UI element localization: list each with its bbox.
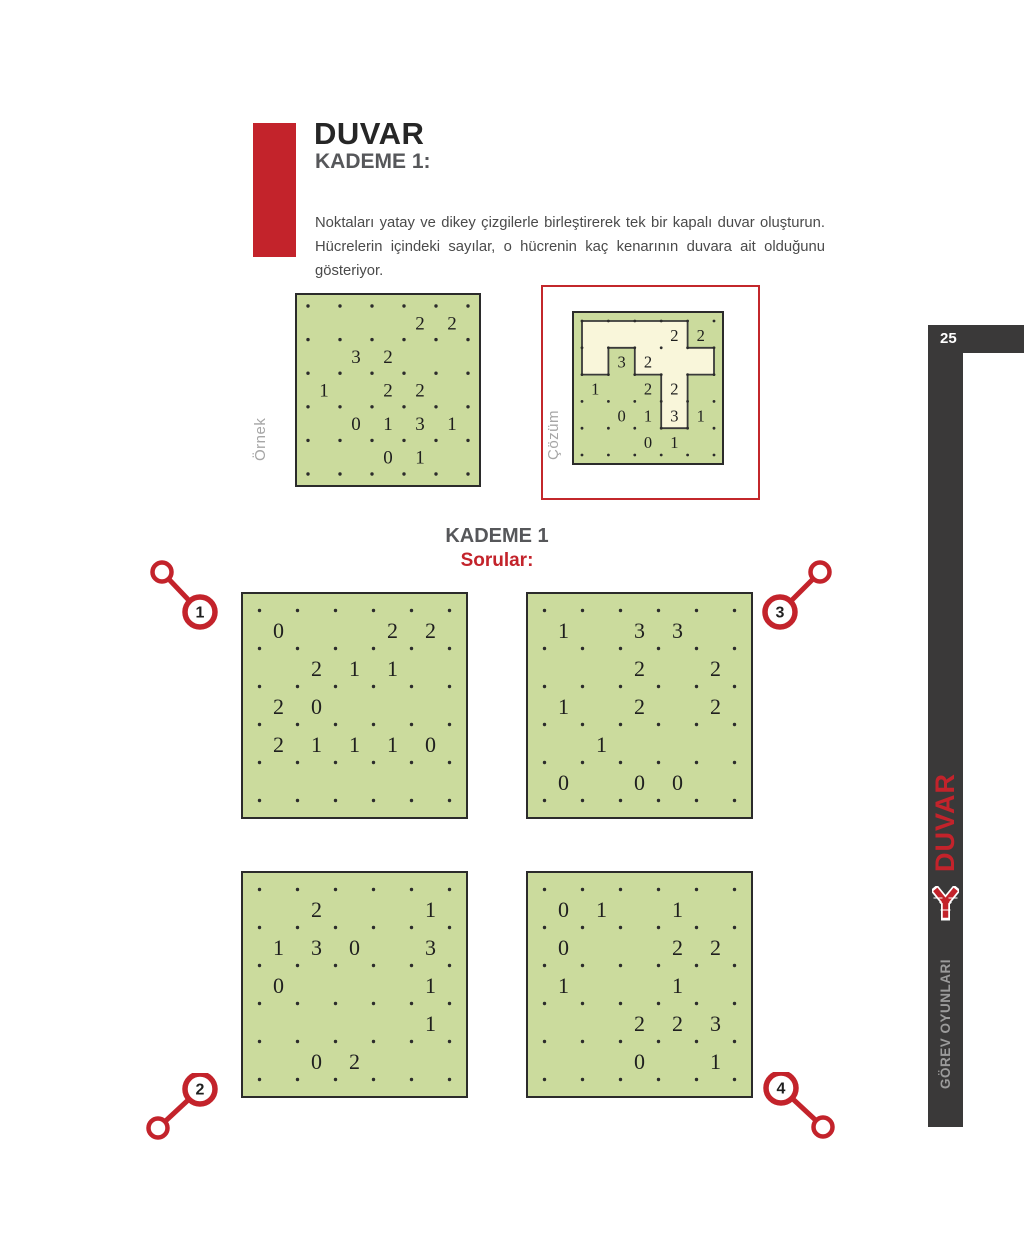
svg-text:0: 0	[558, 935, 569, 960]
marker-number: 2	[195, 1081, 205, 1099]
page-title: DUVAR	[314, 116, 425, 151]
svg-text:2: 2	[273, 732, 284, 757]
puzzle-grid-2	[241, 871, 468, 1098]
marker-pin-2	[142, 1073, 238, 1157]
svg-text:1: 1	[596, 897, 607, 922]
marker-ring-icon	[149, 1119, 168, 1138]
solution-grid	[572, 311, 724, 465]
marker-pin-1	[146, 558, 242, 642]
svg-text:0: 0	[558, 770, 569, 795]
svg-text:0: 0	[273, 618, 284, 643]
svg-text:3: 3	[351, 346, 361, 368]
svg-text:1: 1	[425, 1011, 436, 1036]
svg-text:0: 0	[617, 406, 626, 426]
svg-text:1: 1	[311, 732, 322, 757]
svg-text:3: 3	[710, 1011, 721, 1036]
svg-text:0: 0	[383, 447, 393, 469]
svg-text:0: 0	[672, 770, 683, 795]
svg-text:1: 1	[447, 414, 457, 436]
svg-text:1: 1	[670, 433, 679, 453]
puzzle-grid-1	[241, 592, 468, 819]
svg-text:3: 3	[670, 406, 679, 426]
svg-text:3: 3	[617, 352, 626, 372]
marker-number: 3	[775, 604, 785, 622]
svg-text:2: 2	[425, 618, 436, 643]
svg-text:1: 1	[672, 973, 683, 998]
example-label: Örnek	[252, 417, 269, 461]
svg-text:1: 1	[696, 406, 705, 426]
svg-text:2: 2	[311, 897, 322, 922]
svg-text:1: 1	[349, 732, 360, 757]
svg-text:2: 2	[383, 346, 393, 368]
svg-text:1: 1	[383, 414, 393, 436]
svg-text:3: 3	[311, 935, 322, 960]
puzzle-grid-3	[526, 592, 753, 819]
svg-text:2: 2	[415, 380, 425, 402]
example-grid	[295, 293, 481, 487]
section-heading: KADEME 1	[445, 525, 549, 547]
svg-text:0: 0	[311, 1049, 322, 1074]
svg-text:3: 3	[425, 935, 436, 960]
svg-text:3: 3	[672, 618, 683, 643]
svg-text:1: 1	[387, 656, 398, 681]
svg-text:0: 0	[558, 897, 569, 922]
svg-text:2: 2	[672, 1011, 683, 1036]
svg-text:1: 1	[596, 732, 607, 757]
svg-text:1: 1	[710, 1049, 721, 1074]
svg-text:0: 0	[425, 732, 436, 757]
marker-ring-icon	[153, 563, 172, 582]
title-accent-block	[253, 123, 296, 257]
svg-text:2: 2	[643, 352, 653, 372]
svg-text:2: 2	[696, 325, 705, 345]
marker-number: 4	[776, 1080, 786, 1098]
svg-text:2: 2	[634, 656, 645, 681]
marker-pin-3	[744, 558, 840, 642]
svg-text:2: 2	[273, 694, 284, 719]
svg-text:0: 0	[273, 973, 284, 998]
svg-text:0: 0	[311, 694, 322, 719]
page-number-tab	[928, 325, 1024, 353]
marker-number: 1	[195, 604, 205, 622]
svg-text:0: 0	[634, 770, 645, 795]
svg-text:2: 2	[349, 1049, 360, 1074]
sidebar-game-title: DUVAR	[930, 773, 960, 873]
svg-text:2: 2	[634, 694, 645, 719]
sidebar-series-title: GÖREV OYUNLARI	[938, 959, 953, 1090]
svg-text:2: 2	[710, 656, 721, 681]
gorev-oyunlari-logo-icon	[932, 886, 959, 922]
svg-text:2: 2	[387, 618, 398, 643]
svg-text:2: 2	[447, 313, 457, 335]
section-subheading: Sorular:	[460, 550, 534, 571]
svg-text:3: 3	[634, 618, 645, 643]
svg-text:2: 2	[710, 694, 721, 719]
svg-text:2: 2	[672, 935, 683, 960]
marker-ring-icon	[814, 1118, 833, 1137]
svg-text:0: 0	[349, 935, 360, 960]
svg-text:1: 1	[319, 380, 329, 402]
svg-text:0: 0	[351, 414, 361, 436]
svg-text:1: 1	[349, 656, 360, 681]
svg-text:1: 1	[591, 379, 600, 399]
svg-text:1: 1	[415, 447, 425, 469]
svg-text:2: 2	[383, 380, 393, 402]
svg-text:1: 1	[672, 897, 683, 922]
svg-text:1: 1	[558, 973, 569, 998]
page-number: 25	[940, 330, 957, 347]
svg-text:1: 1	[387, 732, 398, 757]
marker-pin-4	[745, 1072, 841, 1156]
svg-text:0: 0	[643, 433, 653, 453]
svg-text:2: 2	[311, 656, 322, 681]
svg-text:3: 3	[415, 414, 425, 436]
svg-text:1: 1	[643, 406, 653, 426]
svg-text:2: 2	[670, 325, 679, 345]
svg-text:2: 2	[415, 313, 425, 335]
svg-text:1: 1	[558, 694, 569, 719]
svg-text:2: 2	[634, 1011, 645, 1036]
svg-text:1: 1	[425, 897, 436, 922]
svg-text:1: 1	[273, 935, 284, 960]
solution-label: Çözüm	[545, 410, 562, 461]
svg-text:1: 1	[558, 618, 569, 643]
svg-text:2: 2	[643, 379, 653, 399]
svg-text:2: 2	[710, 935, 721, 960]
svg-text:1: 1	[425, 973, 436, 998]
marker-ring-icon	[811, 563, 830, 582]
page-subtitle: KADEME 1:	[315, 150, 431, 173]
svg-text:2: 2	[670, 379, 679, 399]
svg-text:0: 0	[634, 1049, 645, 1074]
puzzle-grid-4	[526, 871, 753, 1098]
instructions-text: Noktaları yatay ve dikey çizgilerle birleştirerek tek bir kapalı duvar oluşturun. Hücrelerin içindeki sayılar, o hücrenin kaç kenarının duvara ait olduğunu gösteriyor.	[315, 214, 825, 279]
